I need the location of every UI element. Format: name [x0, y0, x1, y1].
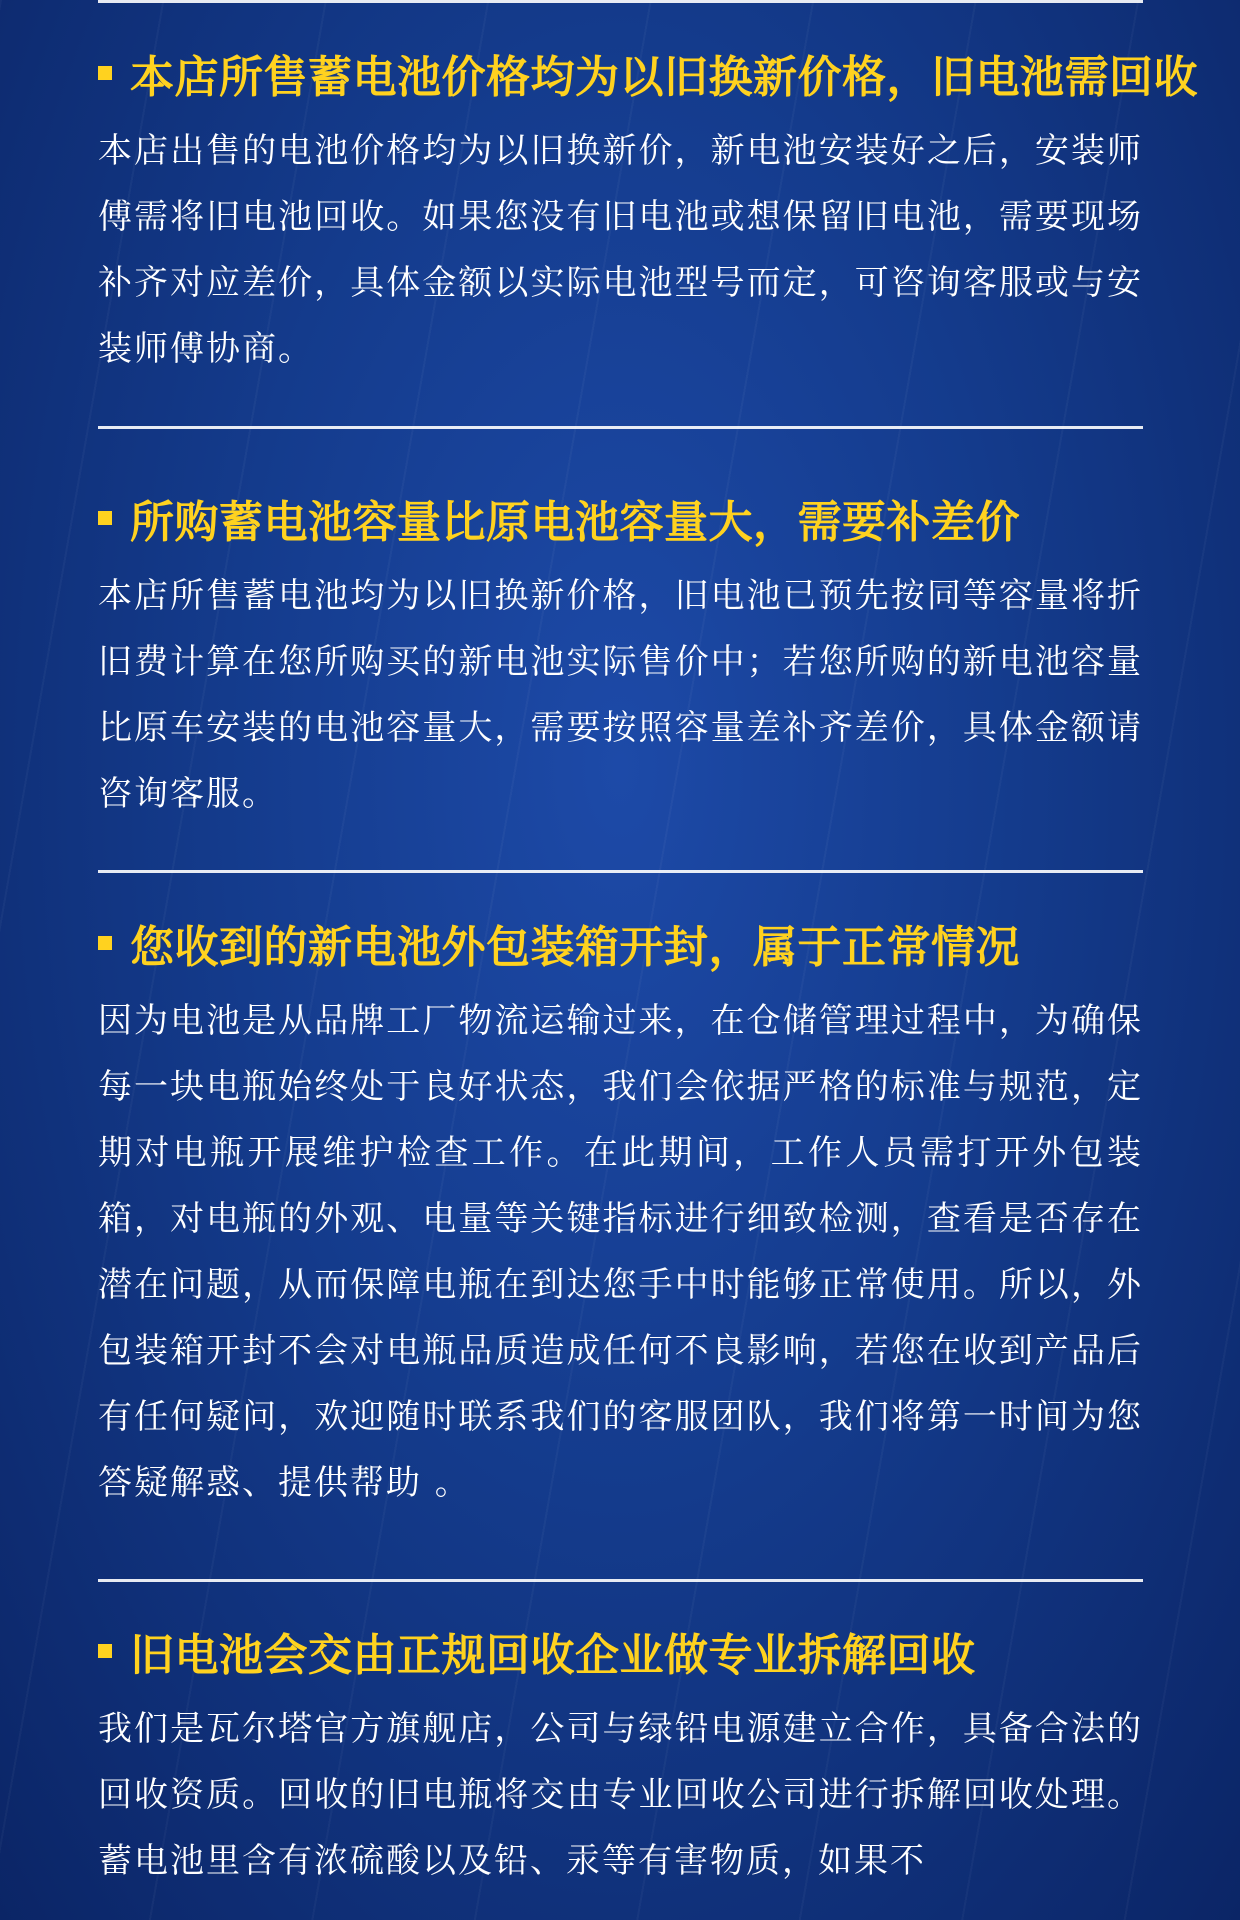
heading-text: 所购蓄电池容量比原电池容量大，需要补差价 — [130, 497, 1020, 548]
section-packaging — [98, 912, 1143, 1516]
section-body: 因为电池是从品牌工厂物流运输过来，在仓储管理过程中，为确保每一块电瓶始终处于良好状态，我们会依据严格的标准与规范，定期对电瓶开展维护检查工作。在此期间，工作人员需打开外包装箱，对电瓶的外观、电量等关键指标进行细致检测，查看是否存在潜在问题，从而保障电瓶在到达您手中时能够正常使用。所以，外包装箱开封不会对电瓶品质造成任何不良影响，若您在收到产品后有任何疑问，欢迎随时联系我们的客服团队，我们将第一时间为您答疑解惑、提供帮助 。 — [98, 1001, 1143, 1503]
divider — [98, 1579, 1143, 1582]
heading-text: 您收到的新电池外包装箱开封，属于正常情况 — [130, 922, 1020, 973]
heading-text: 本店所售蓄电池价格均为以旧换新价格，旧电池需回收 — [130, 52, 1198, 103]
section-trade-in — [98, 42, 1198, 382]
section-heading — [98, 912, 1143, 974]
divider — [98, 426, 1143, 429]
section-body: 本店出售的电池价格均为以旧换新价，新电池安装好之后，安装师傅需将旧电池回收。如果您没有旧电池或想保留旧电池，需要现场补齐对应差价，具体金额以实际电池型号而定，可咨询客服或与安装师傅协商。 — [98, 131, 1143, 369]
divider-top — [98, 0, 1143, 3]
section-body: 本店所售蓄电池均为以旧换新价格，旧电池已预先按同等容量将折旧费计算在您所购买的新电池实际售价中；若您所购的新电池容量比原车安装的电池容量大，需要按照容量差补齐差价，具体金额请咨询客服。 — [98, 576, 1143, 814]
faq-page — [98, 0, 1198, 1920]
section-heading — [98, 42, 1198, 104]
bullet-square-icon — [98, 936, 112, 950]
section-heading — [98, 487, 1143, 549]
bullet-square-icon — [98, 1644, 112, 1658]
bullet-square-icon — [98, 511, 112, 525]
section-capacity — [98, 487, 1143, 827]
bullet-square-icon — [98, 66, 112, 80]
section-recycling — [98, 1620, 1143, 1894]
section-body: 我们是瓦尔塔官方旗舰店，公司与绿铅电源建立合作，具备合法的回收资质。回收的旧电瓶将交由专业回收公司进行拆解回收处理。蓄电池里含有浓硫酸以及铅、汞等有害物质，如果不 — [98, 1709, 1143, 1881]
divider — [98, 870, 1143, 873]
heading-text: 旧电池会交由正规回收企业做专业拆解回收 — [130, 1630, 976, 1681]
section-heading — [98, 1620, 1143, 1682]
